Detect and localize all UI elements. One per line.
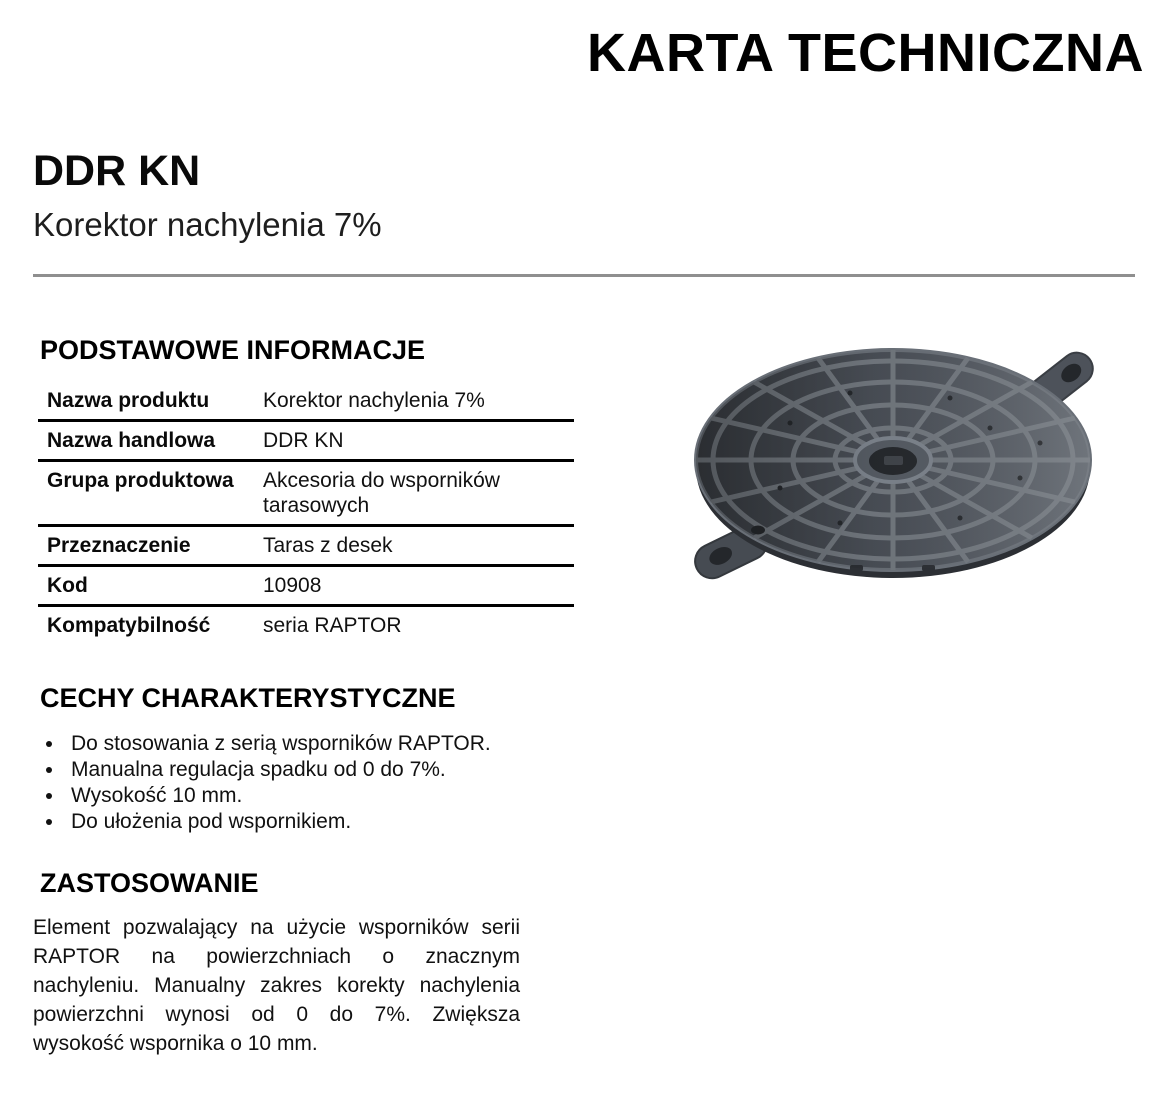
feature-item: • Do ułożenia pod wspornikiem.	[65, 809, 581, 835]
table-row	[38, 382, 574, 422]
feature-item: • Wysokość 10 mm.	[65, 783, 581, 809]
row-label: Nazwa produktu	[47, 389, 210, 413]
row-value: Akcesoria do wsporników tarasowych	[263, 469, 500, 518]
product-subtitle: Korektor nachylenia 7%	[33, 206, 382, 243]
row-value: Taras z desek	[263, 534, 393, 558]
content-column	[33, 334, 581, 1058]
table-row	[38, 607, 574, 644]
row-label: Kod	[47, 574, 88, 598]
row-label: Nazwa handlowa	[47, 429, 216, 453]
table-row	[38, 567, 574, 607]
feature-item: • Manualna regulacja spadku od 0 do 7%.	[65, 757, 581, 783]
features-heading: CECHY CHARAKTERYSTYCZNE	[40, 683, 456, 714]
table-row	[38, 527, 574, 567]
table-row	[38, 462, 574, 527]
row-value: Korektor nachylenia 7%	[263, 389, 485, 413]
product-photo	[690, 348, 1096, 586]
feature-item: • Do stosowania z serią wsporników RAPTOR.	[65, 731, 581, 757]
basic-info-heading: PODSTAWOWE INFORMACJE	[40, 335, 426, 365]
slope-corrector-disc-image	[690, 348, 1096, 586]
header-divider-line	[33, 274, 1135, 277]
row-value: DDR KN	[263, 429, 344, 453]
application-heading: ZASTOSOWANIE	[40, 867, 259, 898]
row-label: Grupa produktowa	[47, 469, 234, 493]
document-title: KARTA TECHNICZNA	[587, 23, 1144, 83]
row-label: Kompatybilność	[47, 614, 211, 638]
product-name-heading: DDR KN	[33, 147, 201, 195]
table-row	[38, 422, 574, 462]
row-value: 10908	[263, 574, 322, 598]
row-value: seria RAPTOR	[263, 614, 402, 638]
row-label: Przeznaczenie	[47, 534, 191, 558]
basic-info-table	[38, 382, 574, 644]
application-paragraph: Element pozwalający na użycie wsporników serii RAPTOR na powierzchniach o znacznym nachyleniu. Manualny zakres korekty nachylenia powierzchni wynosi od 0 do 7%. Zwiększa wysokość wspornika o 10 mm.	[33, 916, 520, 1056]
feature-list	[33, 731, 581, 835]
